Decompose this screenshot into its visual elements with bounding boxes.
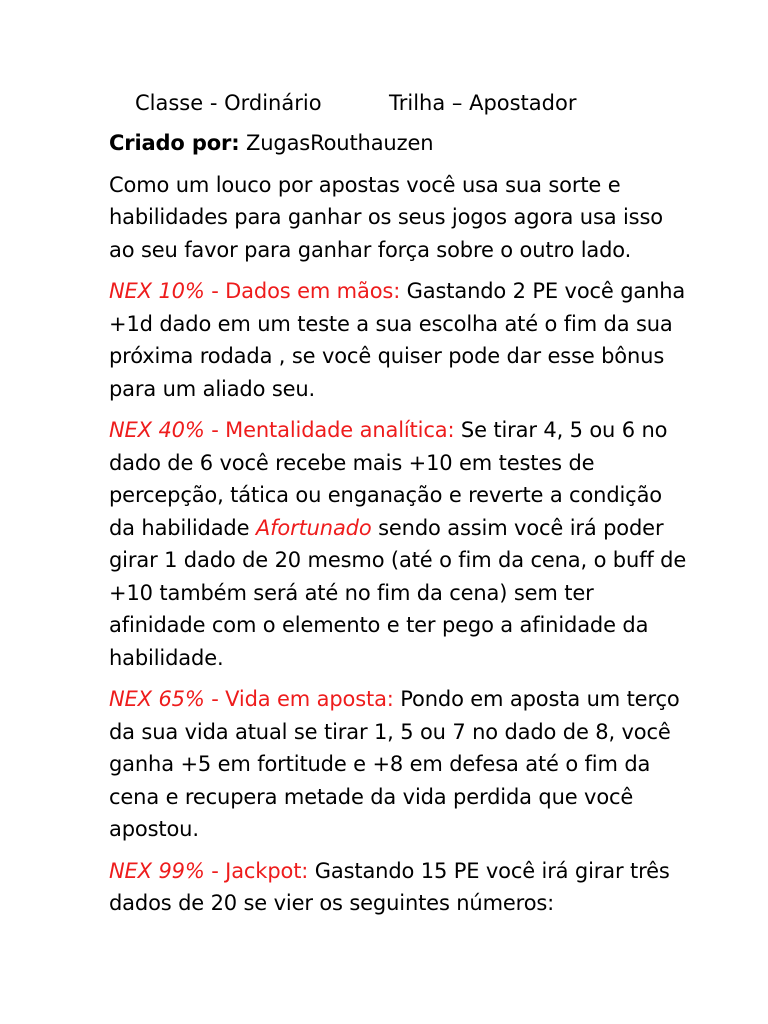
author-line (109, 127, 689, 160)
ability-title: - Dados em mãos: (204, 279, 401, 303)
ability-nex-99 (109, 855, 689, 920)
author-label: Criado por: (109, 131, 240, 155)
ability-description-continued: sendo assim você irá poder girar 1 dado de 20 mesmo (até o fim da cena, o buff de +10 também será até no fim da cena) sem ter afinidade com o elemento e ter pego a afinidade da habilidade. (109, 515, 687, 670)
ability-nex-40 (109, 414, 689, 674)
ability-nex-65 (109, 683, 689, 846)
ability-nex-label: NEX 99% (109, 858, 205, 883)
ability-nex-label: NEX 40% (109, 418, 205, 442)
ability-nex-label: NEX 10% (109, 279, 205, 303)
class-label: Classe - Ordinário (135, 91, 322, 115)
intro-paragraph: Como um louco por apostas você usa sua sorte e habilidades para ganhar os seus jogos agora usa isso ao seu favor para ganhar força sobre o outro lado. (109, 172, 663, 262)
ability-title: - Jackpot: (204, 858, 309, 883)
ability-title: - Vida em aposta: (204, 687, 394, 711)
ability-description: Gastando 15 PE você irá girar três dados de 20 se vier os seguintes números: (109, 858, 670, 915)
document-body (109, 127, 689, 929)
ability-title: - Mentalidade analítica: (204, 418, 455, 442)
header-line (0, 87, 768, 119)
ability-nex-label: NEX 65% (109, 687, 205, 711)
ability-nex-10 (109, 275, 689, 405)
ability-description: Se tirar 4, 5 ou 6 no dado de 6 você recebe mais +10 em testes de percepção, tática ou enganação e reverte a condição da habilidade (109, 418, 668, 540)
author-name: ZugasRouthauzen (239, 131, 434, 155)
ability-description: Gastando 2 PE você ganha +1d dado em um teste a sua escolha até o fim da sua próxima rodada , se você quiser pode dar esse bônus para um aliado seu. (109, 279, 686, 401)
trail-label: Trilha – Apostador (389, 91, 577, 115)
highlighted-term: Afortunado (255, 515, 372, 540)
ability-description: Pondo em aposta um terço da sua vida atual se tirar 1, 5 ou 7 no dado de 8, você ganha +5 em fortitude e +8 em defesa até o fim da cena e recupera metade da vida perdida que você apostou. (109, 687, 680, 841)
